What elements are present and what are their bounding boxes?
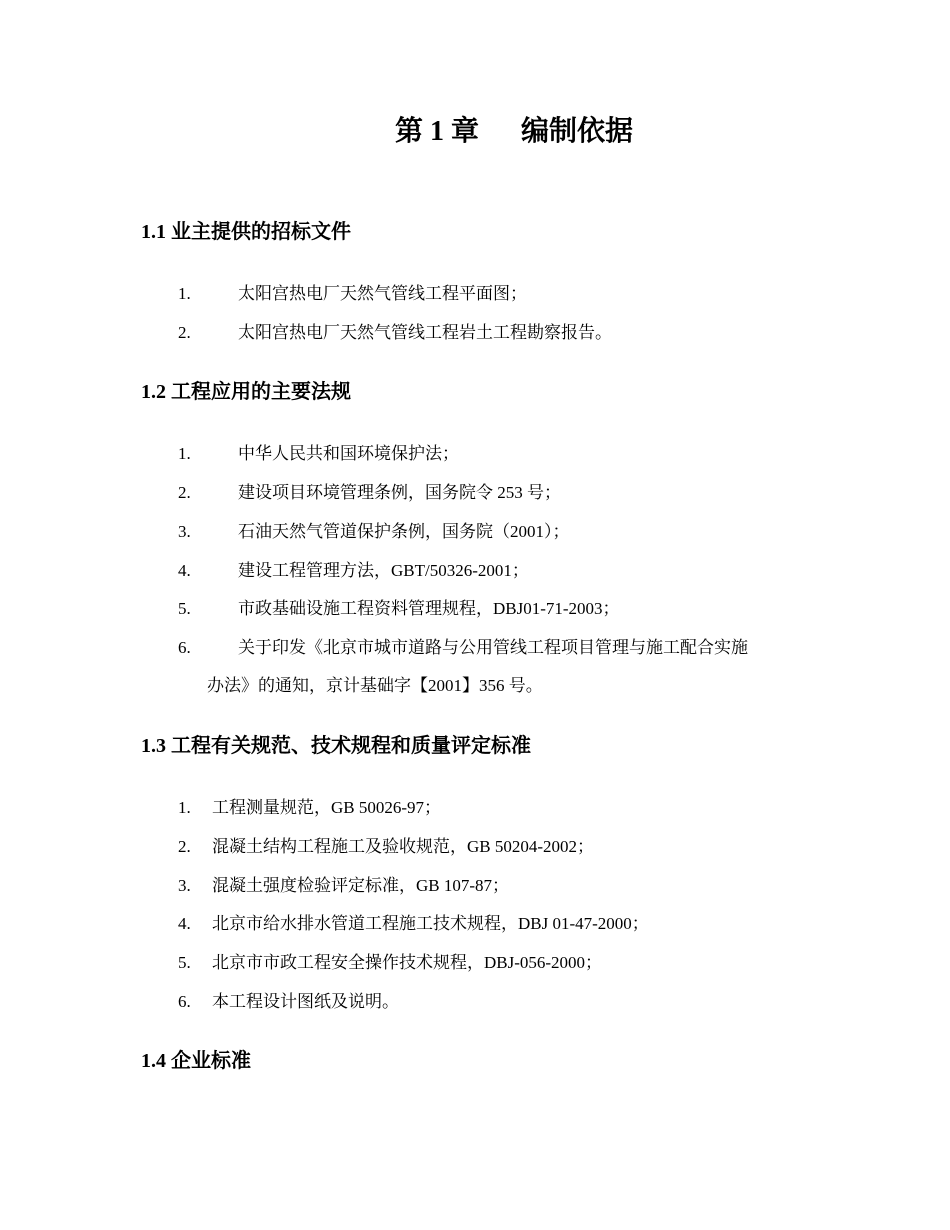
chapter-number: 第 1 章 bbox=[395, 116, 480, 147]
list-item bbox=[178, 597, 620, 621]
list-item-number: 1. bbox=[178, 284, 191, 303]
list-item-text: 太阳宫热电厂天然气管线工程岩土工程勘察报告。 bbox=[238, 323, 612, 342]
list-item-text: 混凝土强度检验评定标准，GB 107-87； bbox=[212, 876, 510, 895]
list-item bbox=[178, 282, 527, 306]
list-item-text: 建设工程管理方法，GBT/50326-2001； bbox=[238, 561, 529, 580]
list-item-text: 北京市市政工程安全操作技术规程，DBJ-056-2000； bbox=[212, 953, 603, 972]
list-item bbox=[178, 796, 441, 820]
list-item-text: 中华人民共和国环境保护法； bbox=[238, 444, 459, 463]
section-heading-1-3: 1.3 工程有关规范、技术规程和质量评定标准 bbox=[141, 735, 531, 757]
list-item-number: 5. bbox=[178, 953, 191, 972]
list-item bbox=[178, 321, 612, 345]
list-item bbox=[178, 835, 594, 859]
list-item-text: 混凝土结构工程施工及验收规范，GB 50204-2002； bbox=[212, 837, 595, 856]
list-item bbox=[178, 951, 602, 975]
list-item-number: 2. bbox=[178, 837, 191, 856]
list-item-text: 北京市给水排水管道工程施工技术规程，DBJ 01-47-2000； bbox=[212, 914, 649, 933]
list-item bbox=[178, 559, 529, 583]
list-item-number: 1. bbox=[178, 444, 191, 463]
list-item-number: 4. bbox=[178, 914, 191, 933]
chapter-name: 编制依据 bbox=[521, 116, 634, 147]
list-item bbox=[178, 990, 399, 1014]
list-item-number: 5. bbox=[178, 599, 191, 618]
list-item-number: 6. bbox=[178, 638, 191, 657]
list-item-number: 3. bbox=[178, 876, 191, 895]
list-item-number: 2. bbox=[178, 323, 191, 342]
list-item bbox=[178, 636, 748, 660]
list-item bbox=[178, 912, 649, 936]
list-item-number: 3. bbox=[178, 522, 191, 541]
list-item-text: 建设项目环境管理条例，国务院令 253 号； bbox=[238, 483, 561, 502]
list-item-number: 6. bbox=[178, 992, 191, 1011]
list-item-text: 工程测量规范，GB 50026-97； bbox=[212, 798, 442, 817]
list-item-text: 石油天然气管道保护条例，国务院（2001）； bbox=[238, 522, 570, 541]
list-item-text: 关于印发《北京市城市道路与公用管线工程项目管理与施工配合实施 bbox=[238, 638, 748, 657]
list-item-number: 2. bbox=[178, 483, 191, 502]
section-heading-1-1: 1.1 业主提供的招标文件 bbox=[141, 221, 351, 243]
list-item bbox=[178, 874, 509, 898]
section-heading-1-4: 1.4 企业标准 bbox=[141, 1050, 251, 1072]
list-item-text: 市政基础设施工程资料管理规程，DBJ01-71-2003； bbox=[238, 599, 620, 618]
section-heading-1-2: 1.2 工程应用的主要法规 bbox=[141, 381, 351, 403]
list-item-text: 本工程设计图纸及说明。 bbox=[212, 992, 399, 1011]
list-item-number: 4. bbox=[178, 561, 191, 580]
list-item-number: 1. bbox=[178, 798, 191, 817]
list-item bbox=[178, 520, 570, 544]
list-item-text: 太阳宫热电厂天然气管线工程平面图； bbox=[238, 284, 527, 303]
list-item bbox=[178, 442, 459, 466]
list-item bbox=[178, 481, 561, 505]
chapter-title bbox=[395, 112, 633, 152]
list-item-continuation: 办法》的通知，京计基础字【2001】356 号。 bbox=[207, 676, 543, 695]
